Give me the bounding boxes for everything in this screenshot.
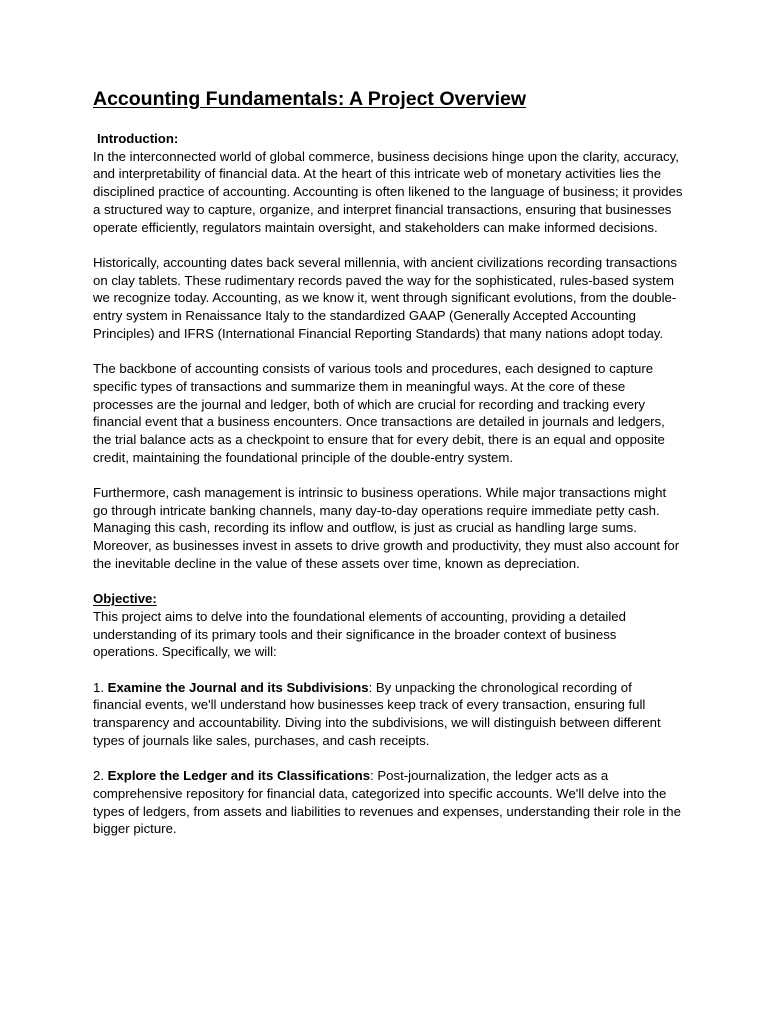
- objective-item-2-number: 2.: [93, 768, 104, 784]
- objective-item-2-lead: Explore the Ledger and its Classifications: [107, 768, 371, 784]
- objective-item-1-lead: Examine the Journal and its Subdivisions: [107, 679, 369, 695]
- objective-intro: This project aims to delve into the foundational elements of accounting, providing a detailed understanding of its primary tools and their significance in the broader context of business operations. Specifically, we will:: [93, 608, 626, 660]
- introduction-paragraph-4: Furthermore, cash management is intrinsic to business operations. While major transactions might go through intricate banking channels, many day-to-day operations require immediate petty cash. Managing this cash, recording its inflow and outflow, is just as crucial as handling large sums. Moreover, as businesses invest in assets to drive growth and productivity, they must also account for the inevitable decline in the value of these assets over time, known as depreciation.: [93, 485, 680, 571]
- introduction-heading: Introduction:: [97, 131, 179, 146]
- document-title: Accounting Fundamentals: A Project Overview: [93, 88, 527, 110]
- objective-item-1-text: : By unpacking the chronological recording of financial events, we'll understand how businesses keep track of every transaction, ensuring full transparency and accountability. Diving into the subdivisions, we will distinguish between different types of journals like sales, purchases, and cash receipts.: [93, 679, 661, 748]
- objective-heading: Objective:: [93, 591, 157, 607]
- introduction-paragraph-1: In the interconnected world of global commerce, business decisions hinge upon the clarity, accuracy, and interpretability of financial data. At the heart of this intricate web of monetary activities lies the disciplined practice of accounting. Accounting is often likened to the language of business; it provides a structured way to capture, organize, and interpret financial transactions, ensuring that businesses operate efficiently, regulators maintain oversight, and stakeholders can make informed decisions.: [93, 148, 683, 235]
- objective-item-1: [93, 679, 683, 750]
- introduction-paragraph-2: Historically, accounting dates back several millennia, with ancient civilizations recording transactions on clay tablets. These rudimentary records paved the way for the sophisticated, rules-based system we recognize today. Accounting, as we know it, went through significant evolutions, from the double-entry system in Renaissance Italy to the standardized GAAP (Generally Accepted Accounting Principles) and IFRS (International Financial Reporting Standards) that many nations adopt today.: [93, 254, 677, 341]
- objective-item-1-number: 1.: [93, 679, 104, 695]
- document-page: [93, 86, 683, 838]
- introduction-paragraph-3: The backbone of accounting consists of various tools and procedures, each designed to capture specific types of transactions and summarize them in meaningful ways. At the core of these processes are the journal and ledger, both of which are crucial for recording and tracking every financial event that a business encounters. Once transactions are detailed in journals and ledgers, the trial balance acts as a checkpoint to ensure that for every debit, there is an equal and opposite credit, maintaining the foundational principle of the double-entry system.: [93, 361, 665, 465]
- objective-item-2: [93, 767, 683, 838]
- objective-item-2-text: : Post-journalization, the ledger acts as a comprehensive repository for financial data, categorized into specific accounts. We'll delve into the types of ledgers, from assets and liabilities to revenues and expenses, understanding their role in the bigger picture.: [93, 768, 681, 837]
